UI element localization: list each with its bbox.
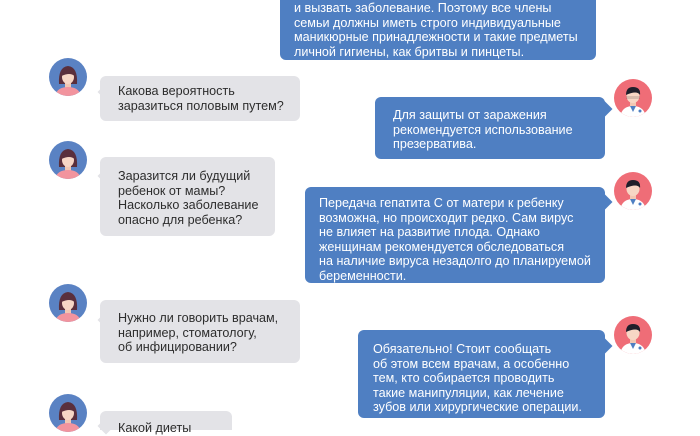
- question-bubble-2: Заразится ли будущий ребенок от мамы? Насколько заболевание опасно для ребенка?: [100, 157, 275, 236]
- woman-avatar-icon: [49, 141, 87, 179]
- question-bubble-3: Нужно ли говорить врачам, например, стоматологу, об инфицировании?: [100, 300, 300, 363]
- doctor-avatar-icon: [614, 316, 652, 354]
- answer-bubble-2: Для защиты от заражения рекомендуется использование презерватива.: [375, 97, 605, 159]
- doctor-avatar-icon: [614, 79, 652, 117]
- woman-avatar-icon: [49, 394, 87, 432]
- question-bubble-1: Какова вероятность заразиться половым путем?: [100, 76, 300, 121]
- answer-bubble-4: Обязательно! Стоит сообщать об этом всем врачам, а особенно тем, кто собирается проводить такие манипуляции, как лечение зубов или хирургические операции.: [358, 330, 605, 418]
- answer-bubble-3: Передача гепатита С от матери к ребенку возможна, но происходит редко. Сам вирус не влияет на развитие плода. Однако женщинам рекомендуется обследоваться на наличие вируса незадолго до планируемой беременности.: [305, 187, 605, 283]
- answer-bubble-1: и вызвать заболевание. Поэтому все члены семьи должны иметь строго индивидуальные маникюрные принадлежности и такие предметы личной гигиены, как бритвы и пинцеты.: [280, 0, 596, 60]
- doctor-avatar-icon: [614, 172, 652, 210]
- woman-avatar-icon: [49, 284, 87, 322]
- question-bubble-4: Какой диеты: [100, 411, 232, 430]
- woman-avatar-icon: [49, 58, 87, 96]
